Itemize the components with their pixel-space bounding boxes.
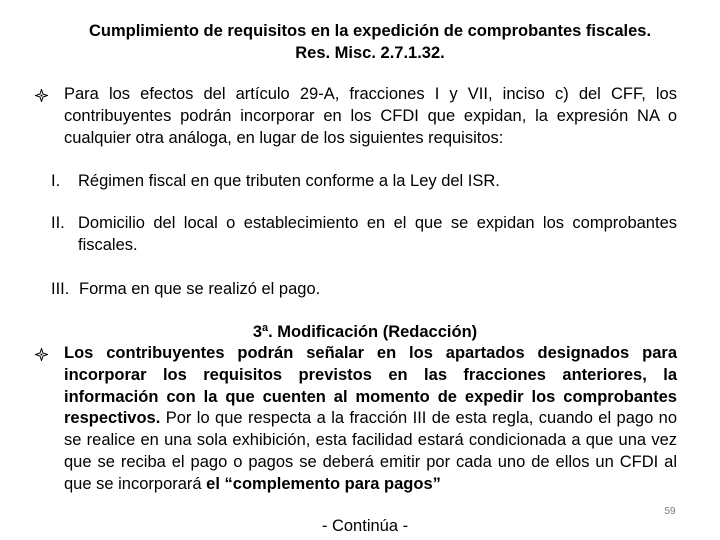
requirement-text: Régimen fiscal en que tributen conforme a la Ley del ISR. [78, 172, 500, 190]
modification-bold-end: el “complemento para pagos” [206, 474, 441, 493]
requirement-number: II. [51, 214, 65, 232]
title-line-2: Res. Misc. 2.7.1.32. [295, 44, 445, 62]
requirement-text: Forma en que se realizó el pago. [79, 280, 321, 298]
modification-text [64, 343, 677, 496]
requirement-item-1 [51, 171, 677, 193]
intro-paragraph [35, 84, 677, 149]
page-number: 59 [664, 506, 676, 517]
modification-heading: 3ª. Modificación (Redacción) [252, 323, 478, 341]
modification-paragraph [35, 343, 677, 496]
continua-label: - Continúa - [321, 517, 409, 535]
modification-normal-text: Por lo que respecta a la fracción III de esta regla, cuando el pago no se realice en una sola exhibición, esta facilidad estará condicionada a que una vez que se reciba el pago o pagos se deberá emitir por cada uno de ellos un CFDI al que se incorporará [64, 409, 677, 493]
modification-bold-text: Los contribuyentes podrán señalar en los apartados designados para incorporar los requisitos previstos en las fracciones anteriores, la información con la que cuenten al momento de expedir los comprobantes respectivos. [64, 344, 677, 428]
diamond-bullet-icon [35, 84, 51, 109]
intro-text: Para los efectos del artículo 29-A, fracciones I y VII, inciso c) del CFF, los contribuyentes podrán incorporar en los CFDI que expidan, la expresión NA o cualquier otra análoga, en lugar de los siguientes requisitos: [64, 85, 677, 147]
diamond-bullet-icon [35, 343, 51, 368]
requirement-item-2 [51, 213, 677, 257]
requirement-text: Domicilio del local o establecimiento en el que se expidan los comprobantes fiscales. [78, 214, 677, 254]
requirement-item-3 [51, 279, 677, 301]
requirement-number: I. [51, 172, 61, 190]
page-title [40, 20, 700, 64]
requirement-number: III. [51, 280, 70, 298]
title-line-1: Cumplimiento de requisitos en la expedición de comprobantes fiscales. [88, 22, 652, 40]
